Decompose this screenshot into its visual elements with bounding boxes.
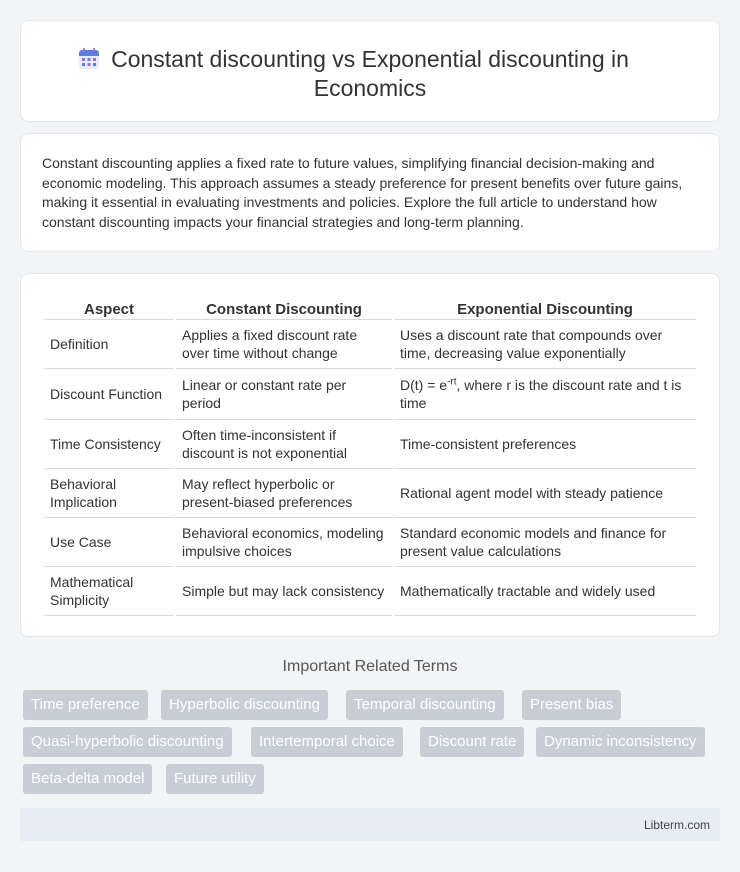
formula-base: D(t) = e	[400, 377, 448, 393]
table-row	[44, 420, 696, 469]
page-title-line1: Constant discounting vs Exponential discounting in	[111, 46, 629, 72]
cell-exponential: Uses a discount rate that compounds over time, decreasing value exponentially	[394, 320, 696, 369]
page-title-line2: Economics	[313, 75, 427, 101]
cell-aspect: Definition	[44, 320, 174, 369]
page-title	[21, 45, 719, 103]
cell-constant: Linear or constant rate per period	[176, 369, 392, 420]
tag-discount-rate[interactable]: Discount rate	[420, 727, 524, 757]
header-aspect: Aspect	[44, 296, 174, 320]
footer-site-link[interactable]: Libterm.com	[643, 818, 710, 832]
cell-constant: May reflect hyperbolic or present-biased preferences	[176, 469, 392, 518]
tag-dynamic-inconsistency[interactable]: Dynamic inconsistency	[536, 727, 705, 757]
cell-constant: Simple but may lack consistency	[176, 567, 392, 616]
cell-constant: Often time-inconsistent if discount is not exponential	[176, 420, 392, 469]
formula-explanation: , where r is the discount rate and t is time	[400, 377, 682, 411]
header-exponential: Exponential Discounting	[394, 296, 696, 320]
tag-present-bias[interactable]: Present bias	[522, 690, 621, 720]
cell-aspect: Mathematical Simplicity	[44, 567, 174, 616]
table-row	[44, 320, 696, 369]
table-row	[44, 469, 696, 518]
intro-paragraph: Constant discounting applies a fixed rate to future values, simplifying financial decision-making and economic modeling. This approach assumes a steady preference for present benefits over future gains, making it essential in evaluating investments and policies. Explore the full article to understand how constant discounting impacts your financial strategies and long-term planning.	[42, 155, 683, 230]
table-row	[44, 369, 696, 420]
cell-aspect: Use Case	[44, 518, 174, 567]
tag-intertemporal-choice[interactable]: Intertemporal choice	[251, 727, 403, 757]
cell-exponential	[394, 369, 696, 420]
cell-exponential: Time-consistent preferences	[394, 420, 696, 469]
table-header-row	[44, 296, 696, 320]
cell-aspect: Discount Function	[44, 369, 174, 420]
cell-constant: Behavioral economics, modeling impulsive choices	[176, 518, 392, 567]
title-card	[20, 20, 720, 122]
tag-beta-delta-model[interactable]: Beta-delta model	[23, 764, 152, 794]
cell-aspect: Behavioral Implication	[44, 469, 174, 518]
table-row	[44, 567, 696, 616]
tag-future-utility[interactable]: Future utility	[166, 764, 264, 794]
cell-exponential: Standard economic models and finance for present value calculations	[394, 518, 696, 567]
formula-exponent: -rt	[447, 376, 457, 388]
related-terms-title: Important Related Terms	[282, 658, 458, 675]
cell-exponential: Rational agent model with steady patience	[394, 469, 696, 518]
tag-quasi-hyperbolic-discounting[interactable]: Quasi-hyperbolic discounting	[23, 727, 232, 757]
tag-temporal-discounting[interactable]: Temporal discounting	[346, 690, 504, 720]
footer	[20, 808, 720, 841]
tag-time-preference[interactable]: Time preference	[23, 690, 148, 720]
intro-card	[20, 133, 720, 252]
cell-exponential: Mathematically tractable and widely used	[394, 567, 696, 616]
header-constant: Constant Discounting	[176, 296, 392, 320]
tag-hyperbolic-discounting[interactable]: Hyperbolic discounting	[161, 690, 328, 720]
comparison-table-card	[20, 273, 720, 637]
comparison-table	[42, 296, 698, 616]
cell-aspect: Time Consistency	[44, 420, 174, 469]
cell-constant: Applies a fixed discount rate over time without change	[176, 320, 392, 369]
table-row	[44, 518, 696, 567]
